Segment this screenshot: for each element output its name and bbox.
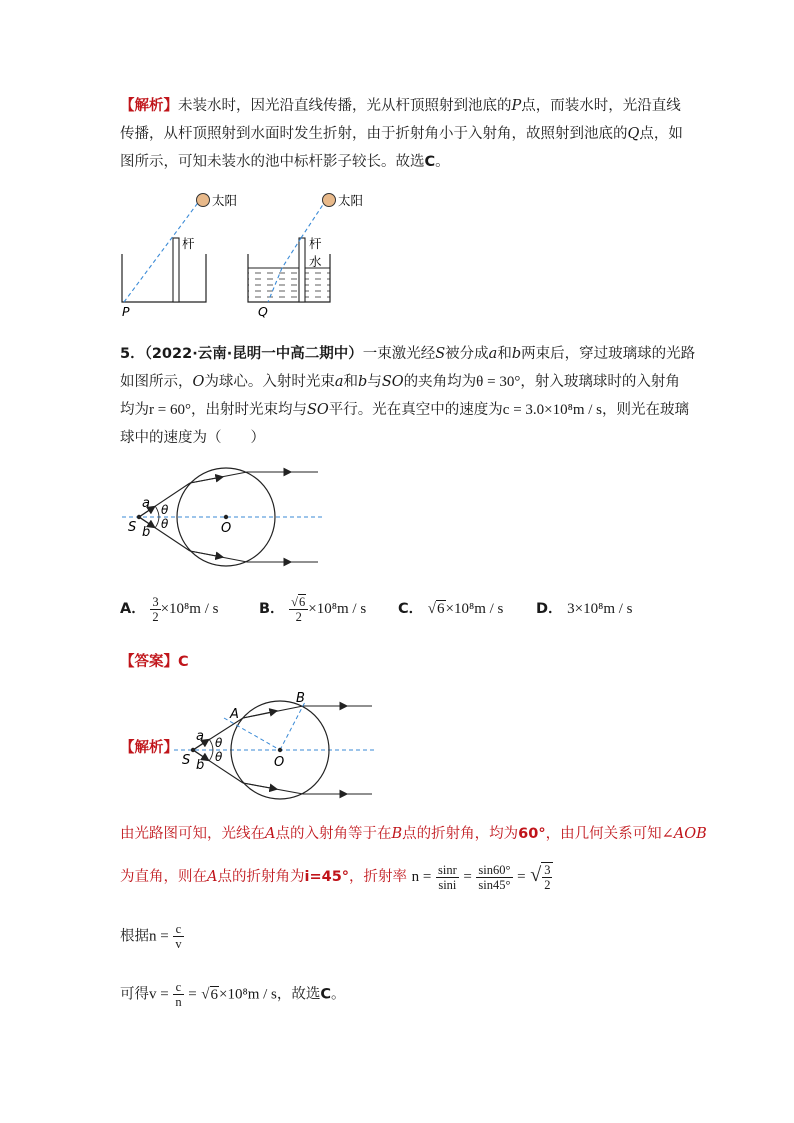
point-q: Q [258,304,268,319]
right-rod-label: 杆 [309,236,322,251]
left-rod [173,238,179,302]
analysis-tag: 【解析】 [120,740,178,756]
figure-pools [110,186,380,320]
label-b: b [196,758,205,773]
analysis2-line4: 可得v = $\frac{c}{n}$ = √6×10⁸m / s，故选C。 [120,980,346,1009]
label-a: a [196,729,204,744]
label-theta-bottom: θ [161,517,169,531]
option-a[interactable]: A． $\frac{3}{2}$ ×10⁸m / s [120,594,219,624]
label-theta-top: θ [215,736,223,750]
water-label: 水 [309,254,322,269]
analysis1-line3: 图所示，可知未装水的池中标杆影子较长。故选C。 [120,154,450,170]
figure-sphere-solution [174,688,378,806]
label-o: O [274,755,285,770]
analysis2-line1: 由光路图可知，光线在A点的入射角等于在B点的折射角，均为60°，由几何关系可知∠AOB [120,826,707,842]
left-rod-label: 杆 [182,236,195,251]
right-sun-label: 太阳 [338,193,364,208]
analysis2-line2: 为直角，则在A点的折射角为i=45°，折射率 n = $\frac{\sin r}{\sin i}$ = $\frac{\sin 60^\circ}{\sin 45^\circ}$ = √ $\frac{3}{2}$ [120,862,553,892]
question-source: （2022·云南·昆明一中高二期中） [144,346,363,362]
right-ray [301,200,326,238]
label-s: S [128,520,137,535]
label-o: O [221,521,232,536]
label-A: A [230,707,239,722]
analysis2-tag-line [120,738,178,758]
label-a: a [142,496,150,511]
option-b[interactable]: B． $\frac{√6}{2}$ ×10⁸m / s [259,594,367,624]
label-theta-top: θ [161,503,169,517]
left-ray [124,200,200,302]
left-sun-icon [197,194,210,207]
label-B: B [296,691,305,706]
question5-line1: 5．（2022·云南·昆明一中高二期中）一束激光经S被分成a和b两束后，穿过玻璃球的光路 [120,346,696,362]
option-c[interactable]: C． √6×10⁸m / s [398,601,504,617]
analysis1-line2: 传播，从杆顶照射到水面时发生折射，由于折射角小于入射角，故照射到池底的Q点，如 [120,126,683,142]
analysis-tag: 【解析】 [120,98,178,114]
answer-line [120,652,189,672]
point-p: P [122,304,130,319]
question5-line3: 均为r = 60°，出射时光束均与SO平行。光在真空中的速度为c = 3.0×10⁸m / s，则光在玻璃 [120,402,690,418]
label-theta-bottom: θ [215,750,223,764]
answer-tag: 【答案】 [120,654,178,670]
label-s: S [182,753,191,768]
normal-a [224,718,280,750]
question5-line4: 球中的速度为（ ） [120,430,265,446]
answer-value: C [178,654,189,670]
left-sun-label: 太阳 [212,193,238,208]
right-rod [299,238,305,302]
option-d[interactable]: D． 3×10⁸m / s [536,601,633,617]
analysis1-line1: 【解析】未装水时，因光沿直线传播，光从杆顶照射到池底的P点，而装水时，光沿直线 [120,98,681,114]
water [248,268,330,302]
radius-ob [280,702,305,750]
question5-line2: 如图所示，O为球心。入射时光束a和b与SO的夹角均为θ = 30°，射入玻璃球时的入射角 [120,374,680,390]
right-sun-icon [323,194,336,207]
figure-sphere [122,460,322,576]
question-number: 5． [120,346,145,362]
analysis2-line3: 根据n = $\frac{c}{v}$ [120,922,182,951]
label-b: b [142,525,151,540]
left-pool [122,254,206,302]
